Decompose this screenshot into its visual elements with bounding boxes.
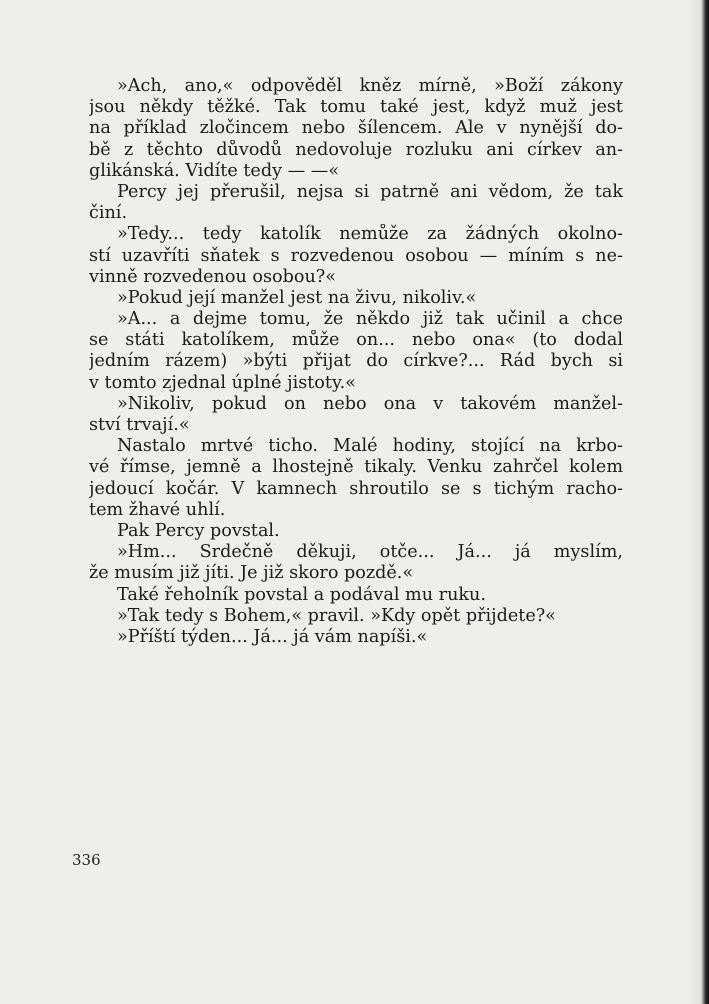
text-line: »Nikoliv, pokud on nebo ona v takovém manžel-	[117, 393, 623, 414]
text-line: »Hm... Srdečně děkuji, otče... Já... já myslím,	[117, 542, 623, 563]
text-line: Také řeholník povstal a podával mu ruku.	[117, 584, 486, 605]
spine-shadow	[687, 0, 701, 1004]
text-line: Nastalo mrtvé ticho. Malé hodiny, stojící na krbo-	[117, 436, 623, 457]
text-line: »Tak tedy s Bohem,« pravil. »Kdy opět přijdete?«	[117, 605, 556, 626]
text-line: »Tedy... tedy katolík nemůže za žádných okolno-	[117, 224, 623, 245]
page-number: 336	[72, 851, 101, 869]
text-line: »Příští týden... Já... já vám napíši.«	[117, 626, 428, 647]
text-line: glikánská. Vidíte tedy — —«	[89, 160, 340, 181]
text-line: Pak Percy povstal.	[117, 520, 280, 541]
text-line: jedním rázem) »býti přijat do církve?... Rád bych si	[89, 351, 623, 372]
text-line: bě z těchto důvodů nedovoluje rozluku ani církev an-	[89, 139, 623, 160]
text-line: Percy jej přerušil, nejsa si patrně ani vědom, že tak	[117, 181, 623, 202]
text-line: na příklad zločincem nebo šílencem. Ale v nynější do-	[89, 118, 623, 139]
text-line: jsou někdy těžké. Tak tomu také jest, když muž jest	[89, 97, 623, 118]
text-line: stí uzavříti sňatek s rozvedenou osobou — míním s ne-	[89, 245, 623, 266]
text-line: vinně rozvedenou osobou?«	[89, 266, 336, 287]
text-line: tem žhavé uhlí.	[89, 499, 226, 520]
book-spine	[701, 0, 709, 1004]
text-line: činí.	[89, 203, 128, 224]
text-line: jedoucí kočár. V kamnech shroutilo se s tichým racho-	[89, 478, 623, 499]
page-text	[89, 76, 623, 648]
text-line: »A... a dejme tomu, že někdo již tak učinil a chce	[117, 309, 623, 330]
text-line: »Ach, ano,« odpověděl kněz mírně, »Boží zákony	[117, 76, 623, 96]
text-line: že musím již jíti. Je již skoro pozdě.«	[89, 563, 414, 584]
text-line: se státi katolíkem, může on... nebo ona« (to dodal	[89, 330, 623, 351]
text-line: v tomto zjednal úplné jistoty.«	[89, 372, 356, 393]
text-line: ství trvají.«	[89, 415, 190, 435]
text-line: »Pokud její manžel jest na živu, nikoliv.«	[117, 287, 477, 308]
text-line: vé římse, jemně a lhostejně tikaly. Venku zahrčel kolem	[89, 457, 623, 478]
